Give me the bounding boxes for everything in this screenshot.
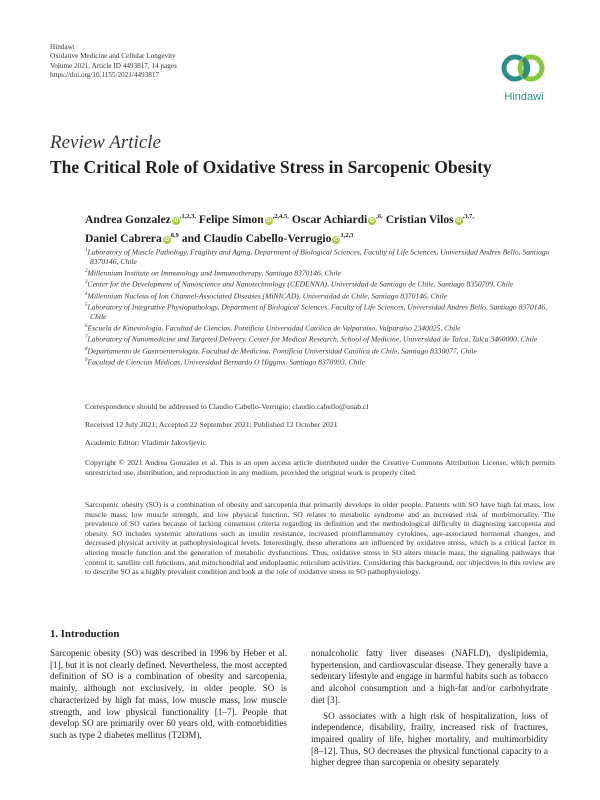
affiliation-item: $^3$Center for the Development of Nanoscience and Nanotechnology (CEDENNA), Universidad de Santiago de Chile, Santiago 8350709, Chile bbox=[85, 279, 514, 289]
copyright-notice: Copyright © 2021 Andrea Gonzalez et al. This is an open access article distributed under the Creative Commons Attribution License, which permits unrestricted use, distribution, and reproduction in any medium, provided the original work is properly cited. bbox=[85, 458, 555, 477]
orcid-icon[interactable]: iD bbox=[164, 236, 170, 243]
academic-editor: Academic Editor: Vladimir Jakovljevic bbox=[85, 438, 206, 447]
orcid-icon[interactable]: iD bbox=[369, 217, 375, 224]
logo-text: Hindawi bbox=[504, 91, 544, 103]
paragraph: nonalcoholic fatty liver diseases (NAFLD), dyslipidemia, hypertension, and cardiovascular disease. They generally have a sedentary lifestyle and engage in harmful habits such as tobacco and alcohol consumption and a high-fat and/or carbohydrate diet [3]. bbox=[311, 648, 548, 705]
orcid-icon[interactable]: iD bbox=[333, 236, 339, 243]
orcid-icon[interactable]: iD bbox=[173, 217, 179, 224]
hindawi-logo[interactable] bbox=[497, 48, 549, 108]
author-affiliation-numbers: ,3,7, bbox=[462, 213, 475, 220]
author-affiliation-numbers: ,1,2,3, bbox=[179, 213, 197, 220]
affiliation-item: $^2$Millennium Institute on Immunology and Immunotherapy, Santiago 8370146, Chile bbox=[85, 268, 342, 278]
author-list: Andrea Gonzalez $iD^{,1,2,3,}$ Felipe Simon $iD^{,2,4,5,}$ Oscar Achiardi $iD^{,6,}$ Cristian Vilos $iD^{,3,7,}$ Daniel Cabrera iD$^{8,9}$ and Claudio Cabello-Verrugio iD$^{1,2,3}$ bbox=[85, 212, 475, 245]
paragraph: Sarcopenic obesity (SO) was described in 1996 by Heber et al. [1], but it is not clearly defined. Nevertheless, the most accepted definition of SO is a combination of obesity and sarcopenia, mainly, although not exclusively, in older people. SO is characterized by high fat mass, low muscle mass, low muscle strength, and low physical functionality [1–7]. People that develop SO are primarily over 60 years old, with comorbidities such as type 2 diabetes mellitus (T2DM), bbox=[50, 648, 287, 740]
affiliation-item: $^6$Escuela de Kinesiología, Facultad de Ciencias, Pontificia Universidad Católica de Valparaíso, Valparaíso 2340025, Chile bbox=[85, 323, 461, 333]
author-name: Andrea Gonzalez bbox=[85, 212, 171, 226]
author-affiliation-numbers: 8,9 bbox=[170, 231, 179, 239]
author-name: Felipe Simon bbox=[198, 212, 264, 226]
affiliation-item: $^5$Laboratory of Integrative Physiopathology, Department of Biological Sciences, Faculty of Life Sciences, Universidad Andres Bello, Santiago 8370146, Chile bbox=[85, 302, 548, 321]
orcid-icon[interactable]: iD bbox=[456, 217, 462, 224]
affiliation-item: $^4$Millennium Nucleus of Ion Channel-Associated Diseases (MiNICAD), Universidad de Chile, Santiago 8370146, Chile bbox=[85, 291, 448, 301]
author-affiliation-numbers: 1,2,3 bbox=[340, 231, 354, 239]
paragraph: SO associates with a high risk of hospitalization, loss of independence, disability, frailty, increased risk of fractures, impaired quality of life, higher mortality, and multimorbidity [8–12]. Thus, SO decreases the physical functional capacity to a higher degree than sarcopenia or obesity separately bbox=[311, 710, 548, 768]
volume-line: Volume 2021, Article ID 4493817, 14 pages bbox=[50, 61, 177, 70]
affiliation-list bbox=[85, 246, 555, 367]
affiliation-item: $^1$Laboratory of Muscle Pathology, Fragility and Aging, Department of Biological Sciences, Faculty of Life Sciences, Universidad Andres Bello, Santiago 8370146, Chile bbox=[85, 247, 550, 266]
section-heading: 1. Introduction bbox=[50, 628, 120, 640]
article-title: The Critical Role of Oxidative Stress in Sarcopenic Obesity bbox=[50, 157, 492, 177]
journal-name: Oxidative Medicine and Cellular Longevity bbox=[50, 52, 176, 61]
orcid-icon[interactable]: iD bbox=[266, 217, 272, 224]
publisher-name: Hindawi bbox=[50, 43, 75, 51]
body-column-left bbox=[50, 648, 287, 742]
abstract: Sarcopenic obesity (SO) is a combination of obesity and sarcopenia that primarily develops in older people. Patients with SO have high fat mass, low muscle mass, low muscle strength, and low physical function. SO relates to metabolic syndrome and an increased risk of morbimortality. The prevalence of SO varies because of lacking consensus criteria regarding its definition and the methodological difficulty in diagnosing sarcopenia and obesity. SO includes systemic alterations such as insulin resistance, increased proinflammatory cytokines, age-associated hormonal changes, and decreased physical activity at pathophysiological levels. Interestingly, these alterations are influenced by oxidative stress, which is a critical factor in altering muscle function and the generation of metabolic dysfunctions. Thus, oxidative stress in SO alters muscle mass, the signaling pathways that control it, satellite cell functions, and mitochondrial and endoplasmic reticulum activities. Considering this background, our objectives in this review are to describe SO as a highly prevalent condition and look at the role of oxidative stress in SO pathophysiology. bbox=[85, 500, 555, 577]
author-affiliation-numbers: ,2,4,5, bbox=[272, 213, 289, 220]
publication-dates: Received 12 July 2021; Accepted 22 September 2021; Published 12 October 2021 bbox=[85, 420, 338, 429]
affiliation-item: $^9$Facultad de Ciencias Médicas, Universidad Bernardo O Higgins, Santiago 8370993, Chile bbox=[85, 357, 365, 367]
author-name: Claudio Cabello-Verrugio bbox=[203, 231, 332, 245]
hindawi-logo-icon bbox=[497, 48, 549, 90]
affiliation-item: $^8$Departamento de Gastroenterología, Facultad de Medicina, Pontificia Universidad Católica de Chile, Santiago 8330077, Chile bbox=[85, 346, 477, 356]
author-name: Cristian Vilos bbox=[385, 212, 454, 226]
journal-meta bbox=[50, 43, 177, 80]
doi-link[interactable]: https://doi.org/10.1155/2021/4493817 bbox=[50, 70, 160, 79]
author-affiliation-numbers: ,6, bbox=[376, 213, 383, 220]
author-name: Oscar Achiardi bbox=[291, 212, 368, 226]
article-type: Review Article bbox=[50, 132, 161, 153]
author-name: Daniel Cabrera bbox=[85, 231, 162, 245]
body-column-right bbox=[311, 648, 548, 769]
affiliation-item: $^7$Laboratory of Nanomedicine and Targeted Delivery, Center for Medical Research, School of Medicine, Universidad de Talca, Talca 3460000, Chile bbox=[85, 334, 538, 344]
correspondence: Correspondence should be addressed to Claudio Cabello-Verrugio; claudio.cabello@unab.cl bbox=[85, 402, 369, 411]
